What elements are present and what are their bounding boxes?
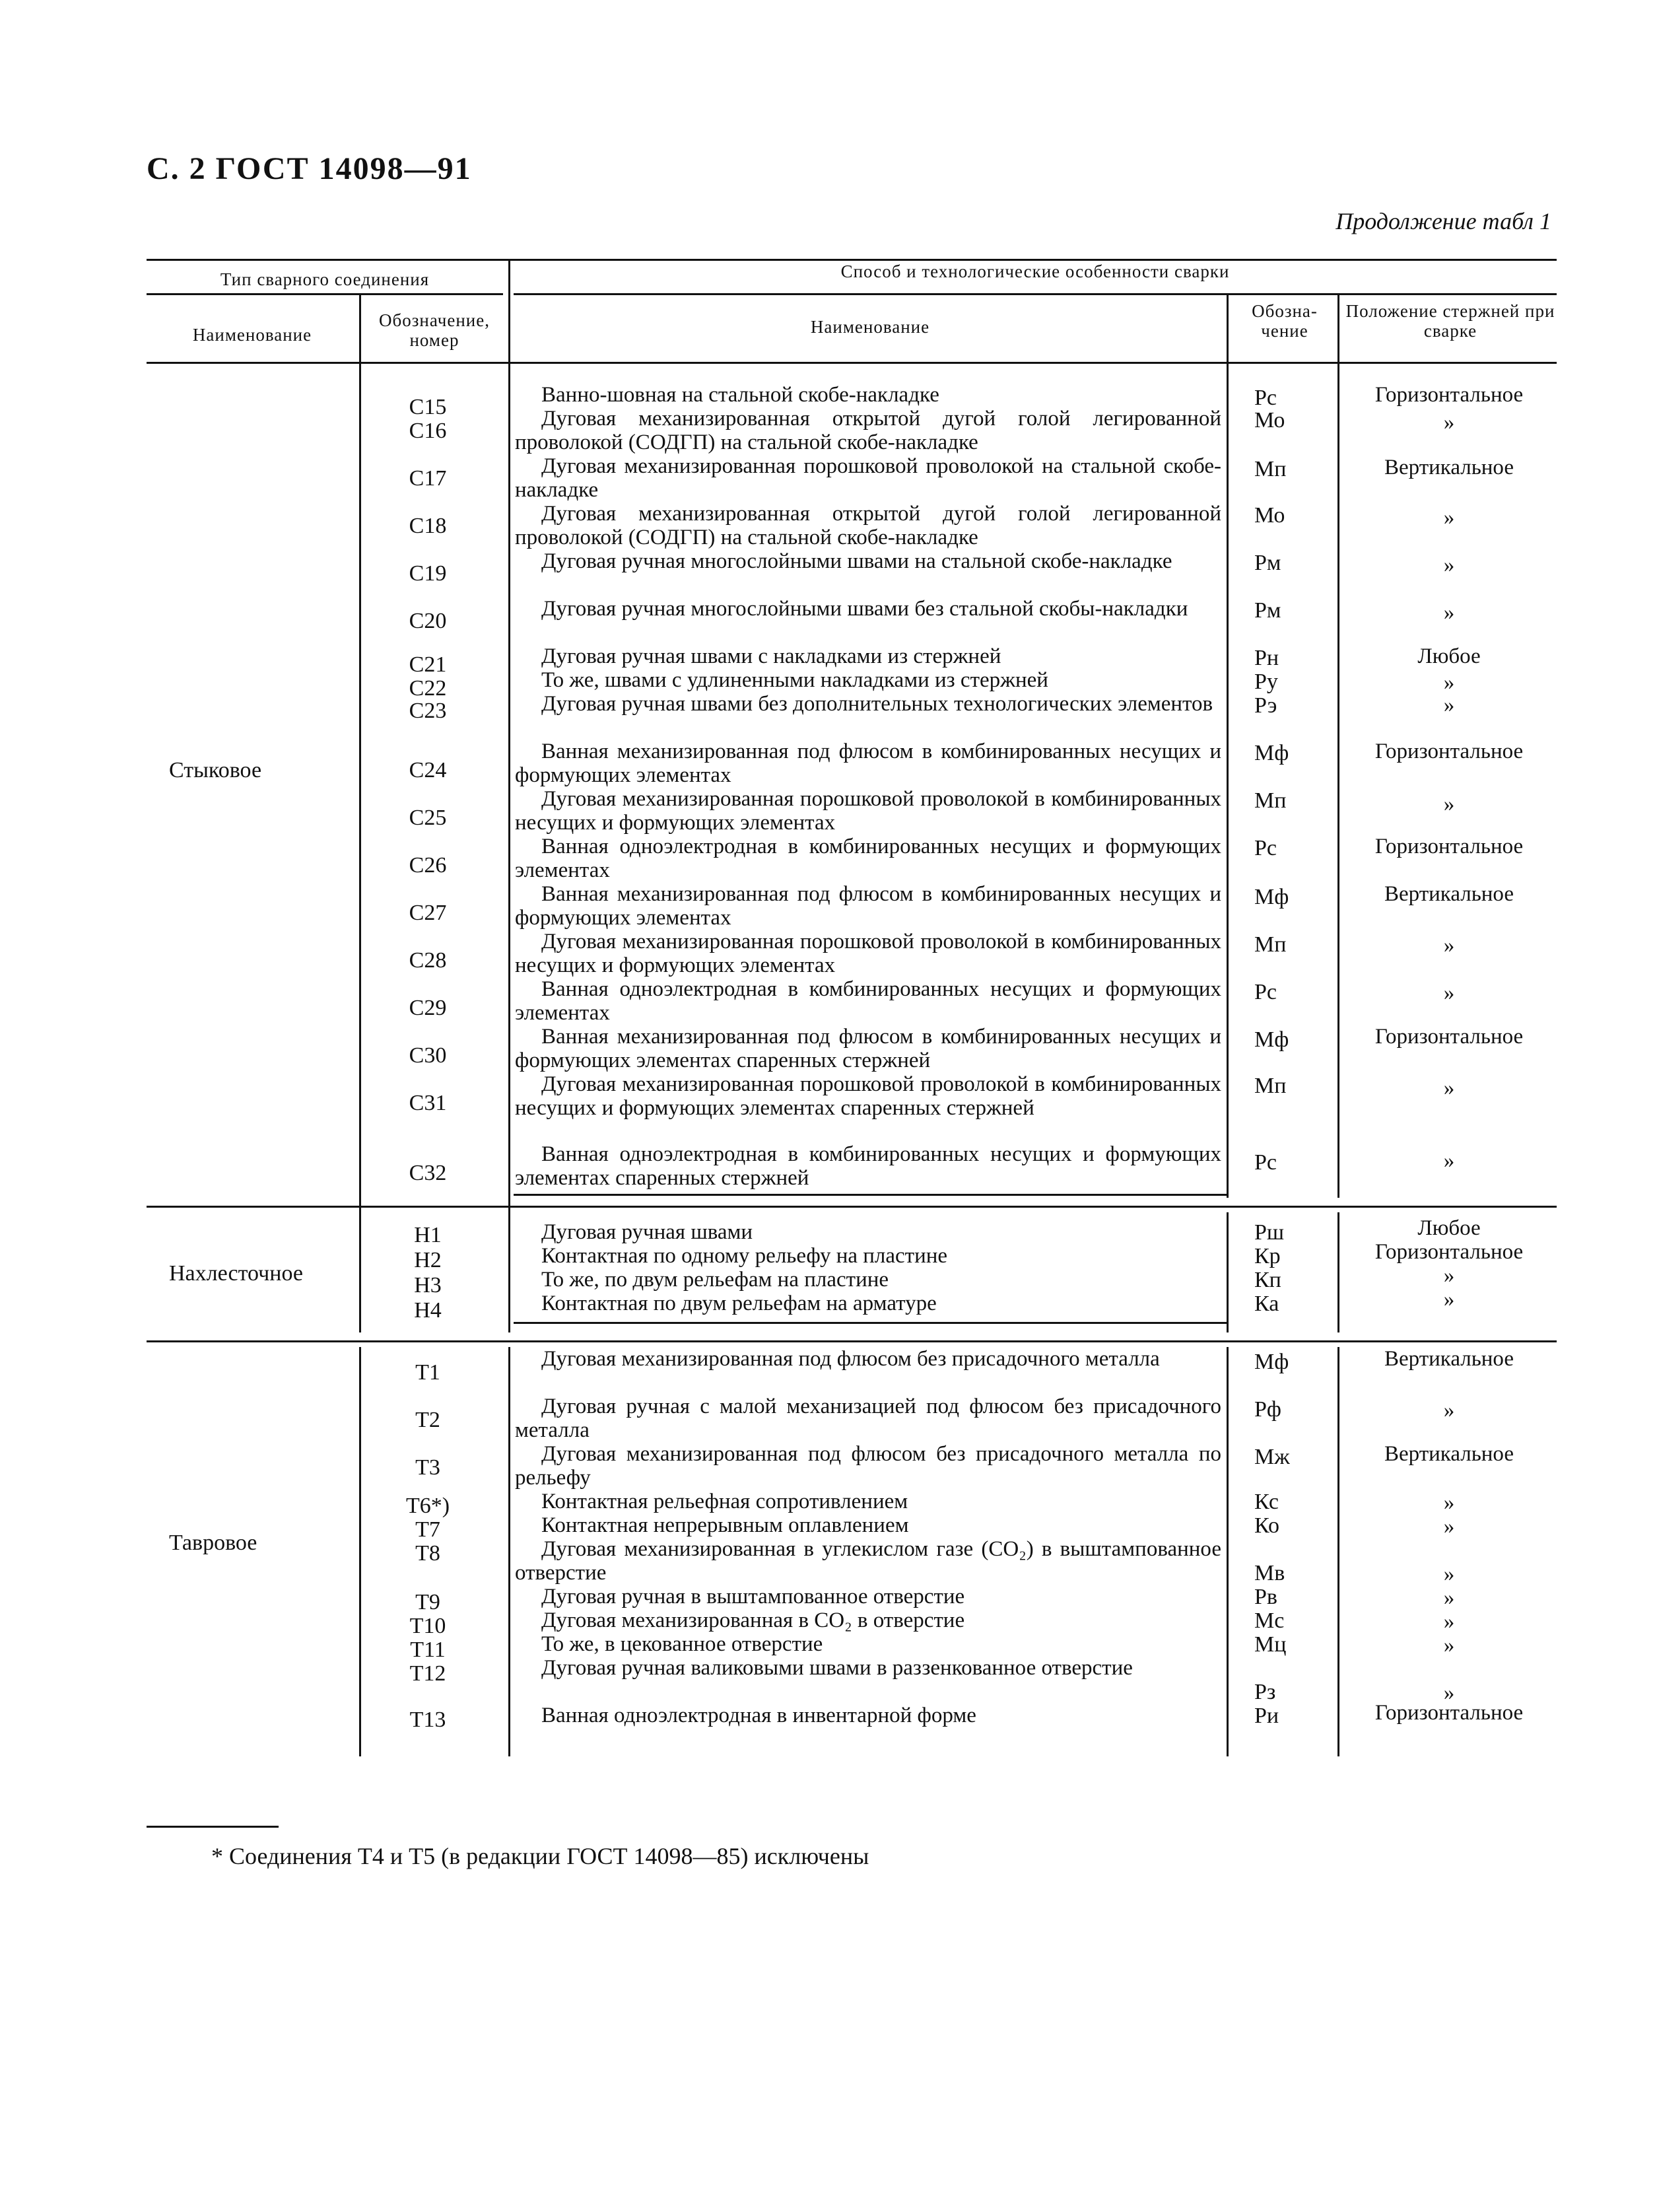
header-joint-name: Наименование	[192, 325, 312, 345]
table-row-designation: Рв	[1254, 1585, 1277, 1609]
table-row-designation: Рн	[1254, 646, 1279, 670]
table-row-desc: Контактная непрерывным оплавлением	[541, 1513, 909, 1537]
table-row-desc: Дуговая механизированная в СО₂ в отверстие	[541, 1608, 965, 1632]
table-row-position: »	[1443, 1288, 1455, 1311]
col-rule-4c	[1337, 1347, 1339, 1756]
section-lap-name: Нахлесточное	[169, 1261, 303, 1286]
table-row-desc: Дуговая механизированная открытой дугой голой легированной проволокой (СОДГП) на стальной скобе-накладке	[515, 407, 1221, 454]
lap-section-rule	[514, 1322, 1227, 1324]
table-row-position: »	[1443, 981, 1455, 1005]
table-row-desc: Контактная по одному рельефу на пластине	[541, 1244, 948, 1268]
table-row-position: Любое	[1417, 1216, 1481, 1240]
table-row-desc: Дуговая ручная швами с накладками из стержней	[541, 644, 1001, 668]
table-row-position: »	[1443, 693, 1455, 717]
footnote-rule	[147, 1826, 279, 1828]
table-row-code: С32	[409, 1161, 447, 1185]
table-row-desc: Дуговая ручная многослойными швами на стальной скобе-накладке	[541, 549, 1172, 573]
table-row-position: »	[1443, 1076, 1455, 1100]
table-row-designation: Рс	[1254, 836, 1277, 860]
table-row-desc: Дуговая механизированная под флюсом без присадочного металла по рельефу	[515, 1442, 1221, 1490]
table-row-code: Т2	[415, 1408, 440, 1432]
table-row-designation: Кп	[1254, 1268, 1281, 1292]
table-row-code: С20	[409, 609, 447, 633]
table-row-code: С28	[409, 948, 447, 973]
section-separator-tee	[147, 1340, 1557, 1342]
table-row-desc: Дуговая ручная валиковыми швами в раззенкованное отверстие	[541, 1656, 1133, 1680]
table-row-code: С27	[409, 901, 447, 925]
table-row-code: С29	[409, 996, 447, 1020]
col-rule-1c	[359, 1347, 361, 1756]
table-row-position: Вертикальное	[1384, 456, 1514, 479]
table-row-code: С18	[409, 514, 447, 538]
table-row-designation: Рэ	[1254, 693, 1277, 718]
table-row-position: Горизонтальное	[1374, 740, 1524, 763]
table-row-desc: Дуговая ручная швами без дополнительных технологических элементов	[541, 692, 1213, 716]
table-row-designation: Мп	[1254, 932, 1287, 957]
table-row-code: С17	[409, 466, 447, 491]
group1-underline	[147, 293, 503, 295]
table-row-desc: Дуговая механизированная открытой дугой голой легированной проволокой (СОДГП) на стальной скобе-накладке	[515, 502, 1221, 549]
table-row-position: »	[1443, 1149, 1455, 1173]
header-method-features: Способ и технологические особенности сварки	[840, 261, 1230, 281]
table-row-position: Вертикальное	[1384, 1347, 1514, 1371]
table-row-code: Н2	[414, 1248, 442, 1272]
table-row-code: С16	[409, 419, 447, 443]
section-tee-name: Тавровое	[169, 1531, 257, 1555]
table-row-designation: Рм	[1254, 598, 1281, 623]
table-row-designation: Ка	[1254, 1292, 1279, 1316]
header-joint-code: Обозначение, номер	[379, 310, 490, 350]
col-rule-1-body	[359, 362, 361, 1332]
table-row-position: »	[1443, 934, 1455, 957]
table-row-designation: Мц	[1254, 1632, 1287, 1657]
table-row-designation: Мф	[1254, 1027, 1289, 1052]
table-row-desc: Ванная механизированная под флюсом в комбинированных несущих и формующих элементах	[515, 882, 1221, 930]
table-row-desc: Ванная одноэлектродная в комбинированных несущих и формующих элементах спаренных стержней	[515, 1142, 1221, 1190]
table-row-desc: Дуговая механизированная порошковой проволокой на стальной скобе-накладке	[515, 454, 1221, 502]
table-row-desc: Ванная одноэлектродная в комбинированных несущих и формующих элементах	[515, 977, 1221, 1025]
table-row-position: »	[1443, 411, 1455, 434]
table-row-position: »	[1443, 601, 1455, 625]
table-row-designation: Рм	[1254, 551, 1281, 575]
table-row-code: С19	[409, 561, 447, 586]
table-row-designation: Рс	[1254, 386, 1277, 410]
table-top-rule	[147, 259, 1557, 261]
col-rule-4	[1337, 293, 1339, 1198]
table-row-desc: Контактная рельефная сопротивлением	[541, 1490, 908, 1513]
table-row-designation: Кс	[1254, 1490, 1279, 1514]
table-row-designation: Рш	[1254, 1220, 1285, 1245]
col-rule-2b	[508, 1347, 510, 1756]
table-row-desc: Дуговая механизированная порошковой проволокой в комбинированных несущих и формующих элементах	[515, 930, 1221, 977]
table-row-designation: Мс	[1254, 1608, 1285, 1633]
table-row-position: Горизонтальное	[1374, 383, 1524, 407]
table-row-desc: Ванная механизированная под флюсом в комбинированных несущих и формующих элементах спаренных стержней	[515, 1025, 1221, 1072]
table-row-code: С25	[409, 806, 447, 830]
table-row-code: С30	[409, 1043, 447, 1068]
table-row-position: Любое	[1417, 644, 1481, 668]
table-row-code: С31	[409, 1091, 447, 1115]
table-row-designation: Мп	[1254, 788, 1287, 813]
table-continuation-label: Продолжение табл 1	[1336, 208, 1551, 234]
butt-section-rule	[514, 1194, 1227, 1196]
table-row-position: »	[1443, 792, 1455, 816]
section-separator-lap	[147, 1206, 1557, 1208]
table-row-position: »	[1443, 1491, 1455, 1515]
table-row-designation: Рз	[1254, 1680, 1276, 1704]
table-row-code: С15	[409, 395, 447, 419]
table-row-code: Т6*)	[405, 1494, 450, 1518]
table-row-position: »	[1443, 671, 1455, 695]
table-row-designation: Мо	[1254, 408, 1285, 432]
header-method-code: Обозна-чение	[1252, 301, 1318, 341]
table-row-desc: Дуговая механизированная порошковой проволокой в комбинированных несущих и формующих элементах	[515, 787, 1221, 835]
table-row-position: »	[1443, 1634, 1455, 1657]
table-row-position: Вертикальное	[1384, 882, 1514, 906]
table-row-designation: Мо	[1254, 503, 1285, 528]
table-row-position: Вертикальное	[1384, 1442, 1514, 1466]
table-row-desc: То же, в цекованное отверстие	[541, 1632, 823, 1656]
table-row-position: »	[1443, 1562, 1455, 1586]
table-row-designation: Мф	[1254, 1350, 1289, 1374]
table-row-code: С24	[409, 758, 447, 782]
section-butt-name: Стыковое	[169, 758, 262, 782]
table-row-desc: Ванная одноэлектродная в комбинированных несущих и формующих элементах	[515, 835, 1221, 882]
col-rule-2	[508, 259, 510, 1332]
table-row-designation: Мф	[1254, 741, 1289, 765]
table-row-designation: Мв	[1254, 1561, 1285, 1585]
table-row-code: С21	[409, 652, 447, 677]
table-row-designation: Рс	[1254, 980, 1277, 1004]
table-row-desc: Дуговая механизированная порошковой проволокой в комбинированных несущих и формующих элементах спаренных стержней	[515, 1072, 1221, 1120]
table-row-code: С23	[409, 699, 447, 723]
table-row-code: Т1	[415, 1360, 440, 1385]
table-row-code: Т13	[409, 1708, 446, 1732]
table-row-position: Горизонтальное	[1374, 835, 1524, 858]
table-row-designation: Кр	[1254, 1244, 1281, 1268]
table-row-position: »	[1443, 1515, 1455, 1538]
header-bar-position: Положение стержней при сварке	[1345, 301, 1555, 341]
header-method-name: Наименование	[810, 317, 930, 337]
table-row-desc: Дуговая ручная швами	[541, 1220, 753, 1244]
table-row-code: С22	[409, 676, 447, 701]
table-row-code: Т7	[415, 1517, 440, 1542]
table-row-position: »	[1443, 506, 1455, 530]
table-row-code: С26	[409, 853, 447, 878]
table-row-position: »	[1443, 1264, 1455, 1288]
table-row-code: Н4	[414, 1298, 442, 1323]
header-joint-type: Тип сварного соединения	[220, 269, 430, 289]
table-row-position: Горизонтальное	[1374, 1240, 1524, 1264]
table-row-desc: Ванная механизированная под флюсом в комбинированных несущих и формующих элементах	[515, 740, 1221, 787]
table-row-position: »	[1443, 1610, 1455, 1634]
table-row-code: Т8	[415, 1541, 440, 1566]
table-row-code: Т9	[415, 1590, 440, 1614]
table-row-position: Горизонтальное	[1374, 1701, 1524, 1725]
table-row-desc: Дуговая ручная в выштампованное отверстие	[541, 1585, 965, 1608]
table-row-desc: То же, по двум рельефам на пластине	[541, 1268, 889, 1292]
table-row-code: Т3	[415, 1455, 440, 1480]
table-row-desc: Дуговая механизированная под флюсом без присадочного металла	[541, 1347, 1160, 1371]
table-row-desc: Контактная по двум рельефам на арматуре	[541, 1292, 937, 1315]
header-bottom-rule	[147, 362, 1557, 364]
table-row-desc: Дуговая механизированная в углекислом газе (СО₂) в выштампованное отверстие	[515, 1537, 1221, 1585]
page-title: С. 2 ГОСТ 14098—91	[147, 151, 472, 186]
table-row-designation: Мп	[1254, 1074, 1287, 1098]
group2-underline	[514, 293, 1557, 295]
table-row-desc: Ванно-шовная на стальной скобе-накладке	[541, 383, 939, 407]
table-row-desc: Ванная одноэлектродная в инвентарной форме	[541, 1704, 976, 1727]
table-row-designation: Ру	[1254, 670, 1278, 694]
table-row-designation: Рс	[1254, 1150, 1277, 1175]
table-row-code: Н3	[414, 1273, 442, 1297]
table-row-position: »	[1443, 1399, 1455, 1422]
table-row-code: Т10	[409, 1614, 446, 1638]
footnote: * Соединения Т4 и Т5 (в редакции ГОСТ 14098—85) исключены	[211, 1843, 869, 1869]
table-row-designation: Ко	[1254, 1513, 1279, 1538]
table-row-code: Т12	[409, 1661, 446, 1686]
table-row-designation: Рф	[1254, 1397, 1281, 1422]
col-rule-1	[359, 293, 361, 364]
table-row-position: Горизонтальное	[1374, 1025, 1524, 1049]
table-row-designation: Ри	[1254, 1704, 1279, 1728]
table-row-position: »	[1443, 553, 1455, 577]
table-row-code: Т11	[410, 1638, 446, 1662]
table-row-desc: Дуговая ручная с малой механизацией под флюсом без присадочного металла	[515, 1395, 1221, 1442]
table-row-designation: Мж	[1254, 1445, 1290, 1469]
table-row-position: »	[1443, 1681, 1455, 1705]
table-row-designation: Мп	[1254, 457, 1287, 481]
table-row-position: »	[1443, 1586, 1455, 1610]
table-row-code: Н1	[414, 1223, 442, 1247]
table-row-desc: То же, швами с удлиненными накладками из стержней	[541, 668, 1048, 692]
col-rule-4b	[1337, 1212, 1339, 1332]
table-row-desc: Дуговая ручная многослойными швами без стальной скобы-накладки	[541, 597, 1188, 621]
table-row-designation: Мф	[1254, 885, 1289, 909]
